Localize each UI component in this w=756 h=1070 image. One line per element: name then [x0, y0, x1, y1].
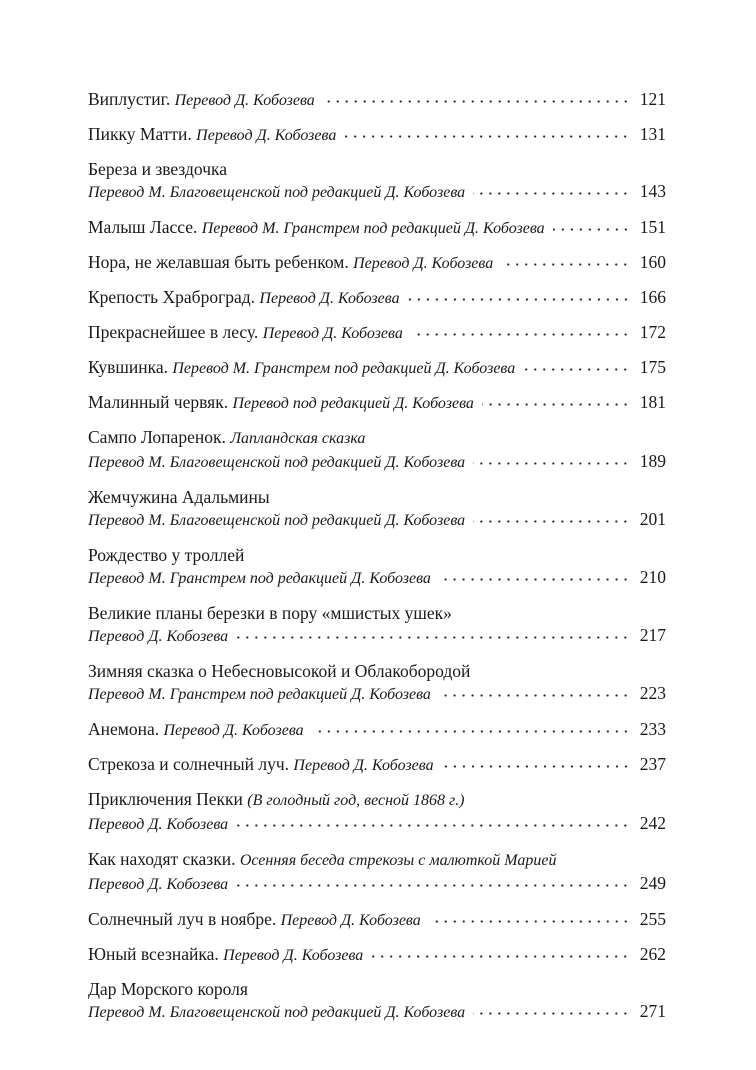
dot-leader	[473, 192, 630, 195]
entry-translator: Перевод Д. Кобозева	[88, 876, 229, 893]
entry-title: Великие планы березки в пору «мшистых ушек»	[88, 603, 452, 623]
entry-title: Анемона.	[88, 719, 160, 739]
entry-title: Дар Морского короля	[88, 979, 248, 999]
toc-entry	[88, 251, 666, 275]
dot-leader	[411, 333, 630, 336]
entry-translator: Перевод Д. Кобозева	[259, 290, 400, 307]
entry-translator: Перевод Д. Кобозева	[88, 628, 229, 645]
page-number: 175	[639, 357, 666, 377]
entry-translator: Перевод Д. Кобозева	[280, 912, 421, 929]
entry-title: Нора, не желавшая быть ребенком.	[88, 252, 349, 272]
dot-leader	[473, 1012, 630, 1015]
entry-translator: Перевод Д. Кобозева	[262, 325, 403, 342]
toc-entry	[88, 216, 666, 240]
toc-entry	[88, 426, 666, 474]
toc-entry	[88, 978, 666, 1024]
entry-translator: Перевод М. Благовещенской под редакцией Д. Кобозева	[88, 1004, 466, 1021]
page-number: 201	[639, 509, 666, 529]
entry-title: Береза и звездочка	[88, 159, 228, 179]
toc-entry	[88, 660, 666, 706]
toc-entry	[88, 486, 666, 532]
table-of-contents	[88, 88, 666, 1036]
dot-leader	[439, 694, 630, 697]
page-number: 271	[639, 1001, 666, 1021]
dot-leader	[429, 920, 630, 923]
toc-entry	[88, 753, 666, 777]
entry-title: Приключения Пекки	[88, 789, 243, 809]
entry-translator: Перевод Д. Кобозева	[196, 127, 337, 144]
entry-title: Стрекоза и солнечный луч.	[88, 754, 290, 774]
toc-entry	[88, 158, 666, 204]
toc-entry	[88, 88, 666, 112]
entry-translator: Перевод под редакцией Д. Кобозева	[232, 395, 474, 412]
page-number: 233	[639, 719, 666, 739]
page-number: 121	[639, 89, 666, 109]
dot-leader	[473, 520, 630, 523]
dot-leader	[439, 578, 630, 581]
entry-title: Солнечный луч в ноябре.	[88, 909, 277, 929]
entry-title: Юный всезнайка.	[88, 944, 219, 964]
page-number: 172	[639, 322, 666, 342]
page-number: 249	[639, 873, 666, 893]
dot-leader	[236, 884, 630, 887]
entry-title: Прекраснейшее в лесу.	[88, 322, 259, 342]
dot-leader	[482, 403, 630, 406]
entry-title: Рождество у троллей	[88, 545, 245, 565]
entry-translator: Перевод Д. Кобозева	[223, 947, 364, 964]
entry-translator: Перевод М. Благовещенской под редакцией Д. Кобозева	[88, 512, 466, 529]
toc-entry	[88, 391, 666, 415]
toc-entry	[88, 943, 666, 967]
dot-leader	[371, 955, 630, 958]
dot-leader	[473, 462, 630, 465]
toc-entry	[88, 848, 666, 896]
page-number: 131	[639, 124, 666, 144]
entry-translator: Перевод Д. Кобозева	[88, 816, 229, 833]
page-number: 262	[639, 944, 666, 964]
toc-entry	[88, 286, 666, 310]
dot-leader	[501, 263, 630, 266]
page-number: 151	[639, 217, 666, 237]
page-number: 223	[639, 683, 666, 703]
entry-subtitle: Осенняя беседа стрекозы с малюткой Марией	[239, 852, 557, 869]
page-number: 166	[639, 287, 666, 307]
dot-leader	[236, 636, 630, 639]
page-number: 217	[639, 625, 666, 645]
entry-translator: Перевод М. Благовещенской под редакцией Д. Кобозева	[88, 184, 466, 201]
entry-title: Малинный червяк.	[88, 392, 229, 412]
entry-subtitle: (В голодный год, весной 1868 г.)	[247, 792, 465, 809]
entry-title: Виплустиг.	[88, 89, 171, 109]
dot-leader	[236, 824, 630, 827]
entry-title: Кувшинка.	[88, 357, 168, 377]
entry-translator: Перевод М. Гранстрем под редакцией Д. Кобозева	[172, 360, 516, 377]
entry-title: Жемчужина Адальмины	[88, 487, 270, 507]
page-number: 189	[639, 451, 666, 471]
toc-entry	[88, 544, 666, 590]
page-number: 255	[639, 909, 666, 929]
entry-translator: Перевод М. Гранстрем под редакцией Д. Кобозева	[88, 686, 431, 703]
toc-entry	[88, 356, 666, 380]
entry-translator: Перевод М. Гранстрем под редакцией Д. Кобозева	[201, 220, 545, 237]
toc-entry	[88, 321, 666, 345]
dot-leader	[523, 368, 630, 371]
dot-leader	[553, 228, 630, 231]
toc-entry	[88, 123, 666, 147]
dot-leader	[344, 135, 630, 138]
dot-leader	[442, 765, 630, 768]
entry-translator: Перевод Д. Кобозева	[163, 722, 304, 739]
entry-translator: Перевод М. Гранстрем под редакцией Д. Кобозева	[88, 570, 431, 587]
toc-entry	[88, 788, 666, 836]
entry-subtitle: Лапландская сказка	[230, 430, 366, 447]
page-number: 210	[639, 567, 666, 587]
page-number: 143	[639, 181, 666, 201]
page-number: 242	[639, 813, 666, 833]
dot-leader	[408, 298, 630, 301]
entry-translator: Перевод Д. Кобозева	[293, 757, 434, 774]
dot-leader	[323, 100, 630, 103]
entry-translator: Перевод Д. Кобозева	[174, 92, 315, 109]
page-number: 160	[639, 252, 666, 272]
page-number: 237	[639, 754, 666, 774]
entry-title: Пикку Матти.	[88, 124, 192, 144]
entry-translator: Перевод М. Благовещенской под редакцией Д. Кобозева	[88, 454, 466, 471]
toc-entry	[88, 908, 666, 932]
entry-title: Крепость Храброград.	[88, 287, 256, 307]
entry-translator: Перевод Д. Кобозева	[353, 255, 494, 272]
entry-title: Зимняя сказка о Небесновысокой и Облакобородой	[88, 661, 471, 681]
entry-title: Сампо Лопаренок.	[88, 427, 226, 447]
dot-leader	[312, 730, 630, 733]
page-number: 181	[639, 392, 666, 412]
toc-entry	[88, 602, 666, 648]
toc-entry	[88, 718, 666, 742]
entry-title: Как находят сказки.	[88, 849, 236, 869]
entry-title: Малыш Лассе.	[88, 217, 198, 237]
